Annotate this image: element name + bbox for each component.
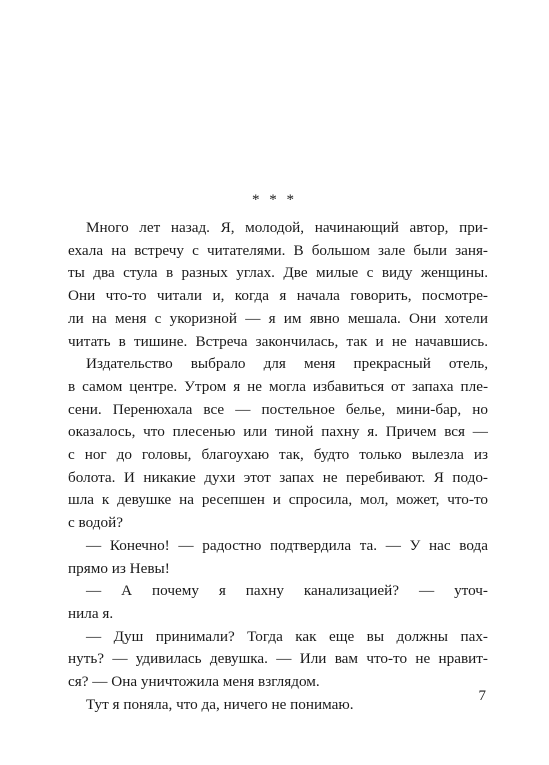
text-line: прямо из Невы! [68, 559, 170, 577]
text-line: сени. Перенюхала все — постельное белье, мини-бар, но [68, 400, 488, 418]
page-number: 7 [478, 688, 486, 704]
text-line: Много лет назад. Я, молодой, начинающий автор, при- [86, 219, 488, 236]
text-line: с водой? [68, 514, 123, 532]
text-line: — Конечно! — радостно подтвердила та. — У нас вода [86, 536, 488, 554]
body-text [68, 217, 488, 716]
text-line: оказалось, что плесенью или тиной пахну я. Причем вся — [68, 423, 488, 441]
text-line: ли на меня с укоризной — я им явно мешала. Они хотели [68, 309, 488, 327]
text-line: ся? — Она уничтожила меня взглядом. [68, 673, 320, 691]
text-line: — А почему я пахну канализацией? — уточ- [86, 582, 488, 600]
text-line: читать в тишине. Встреча закончилась, так и не начавшись. [68, 332, 488, 350]
text-line: Они что-то читали и, когда я начала говорить, посмотре- [68, 287, 488, 305]
text-line: нуть? — удивилась девушка. — Или вам что-то не нравит- [68, 650, 488, 668]
text-line: шла к девушке на ресепшен и спросила, мол, может, что-то [68, 491, 488, 509]
text-line: ты два стула в разных углах. Две милые с виду женщины. [68, 264, 488, 282]
section-separator: * * * [252, 192, 297, 208]
text-line: болота. И никакие духи этот запах не перебивают. Я подо- [68, 468, 488, 486]
text-line: Тут я поняла, что да, ничего не понимаю. [86, 695, 354, 713]
text-line: с ног до головы, благоухаю так, будто только вылезла из [68, 446, 488, 464]
text-line: — Душ принимали? Тогда как еще вы должны пах- [86, 627, 488, 645]
text-line: Издательство выбрало для меня прекрасный отель, [86, 355, 488, 373]
text-line: в самом центре. Утром я не могла избавиться от запаха пле- [68, 377, 488, 395]
text-line: ехала на встречу с читателями. В большом зале были заня- [68, 241, 488, 259]
text-line: нила я. [68, 604, 114, 622]
